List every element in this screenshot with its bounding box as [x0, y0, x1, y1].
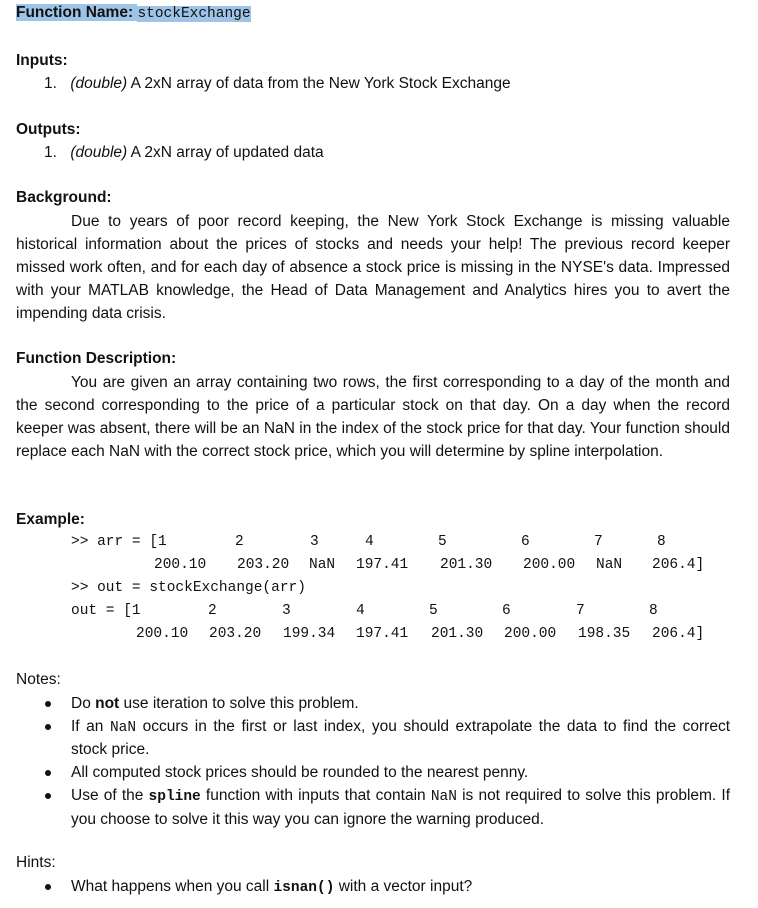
arr-price: 197.41 — [356, 557, 409, 573]
outputs-item: 1. (double) A 2xN array of updated data — [44, 144, 324, 161]
inputs-item-text: A 2xN array of data from the New York Stock Exchange — [130, 75, 511, 92]
out-price: 200.10 — [136, 626, 189, 642]
hint-item: What happens when you call isnan() with a vector input? — [16, 876, 730, 900]
background-paragraph: Due to years of poor record keeping, the New York Stock Exchange is missing valuable historical information about the prices of stocks and needs your help! The previous record keeper missed work often, and for each day of absence a stock price is missing in the NYSE's data. Impressed with your MATLAB knowledge, the Head of Data Management and Analytics hires you to avert the impending data crisis. — [16, 213, 730, 322]
out-day: 6 — [502, 603, 511, 619]
function-name-label: Function Name: — [16, 4, 134, 21]
out-price: 200.00 — [504, 626, 557, 642]
note-item: Use of the spline function with inputs that contain NaN is not required to solve this problem. If you choose to solve it this way you can ignore the warning produced. — [16, 785, 730, 831]
out-day: 5 — [429, 603, 438, 619]
function-name-line — [16, 4, 251, 22]
arr-price: 200.10 — [154, 557, 207, 573]
out-day: 3 — [282, 603, 291, 619]
arr-day: 7 — [594, 534, 603, 550]
inputs-heading: Inputs: — [16, 52, 68, 69]
background-heading: Background: — [16, 189, 112, 206]
inputs-item-type: (double) — [70, 75, 128, 92]
note-item: If an NaN occurs in the first or last index, you should extrapolate the data to find the correct stock price. — [16, 716, 730, 762]
outputs-item-type: (double) — [70, 144, 128, 161]
hints-heading: Hints: — [16, 854, 56, 871]
arr-price: 201.30 — [440, 557, 493, 573]
out-price: 199.34 — [283, 626, 336, 642]
note-item: All computed stock prices should be rounded to the nearest penny. — [16, 762, 730, 785]
arr-day: 3 — [310, 534, 319, 550]
out-day: 2 — [208, 603, 217, 619]
out-day: 4 — [356, 603, 365, 619]
example-call: >> out = stockExchange(arr) — [71, 580, 306, 596]
out-price: 201.30 — [431, 626, 484, 642]
arr-day: 2 — [235, 534, 244, 550]
note-item: Do not use iteration to solve this problem. — [16, 693, 730, 716]
out-price: 203.20 — [209, 626, 262, 642]
hints-list — [16, 876, 730, 900]
description-paragraph: You are given an array containing two rows, the first corresponding to a day of the month and the second corresponding to the price of a particular stock on that day. On a day when the record keeper was absent, there will be an NaN in the index of the stock price for that day. Your function should replace each NaN with the correct stock price, which you will determine by spline interpolation. — [16, 374, 730, 460]
inputs-item: 1. (double) A 2xN array of data from the New York Stock Exchange — [44, 75, 511, 92]
arr-price: NaN — [309, 557, 336, 573]
out-price: 197.41 — [356, 626, 409, 642]
out-day: 7 — [576, 603, 585, 619]
example-heading: Example: — [16, 511, 85, 528]
description-heading: Function Description: — [16, 350, 177, 367]
out-day: 8 — [649, 603, 658, 619]
arr-day: 8 — [657, 534, 666, 550]
arr-day: 6 — [521, 534, 530, 550]
arr-price: 206.4] — [652, 557, 705, 573]
function-name-value: stockExchange — [137, 6, 251, 22]
arr-price: NaN — [596, 557, 623, 573]
notes-heading: Notes: — [16, 671, 61, 688]
arr-price: 203.20 — [237, 557, 290, 573]
outputs-item-text: A 2xN array of updated data — [130, 144, 324, 161]
outputs-heading: Outputs: — [16, 121, 81, 138]
out-price: 198.35 — [578, 626, 631, 642]
out-price: 206.4] — [652, 626, 705, 642]
out-prefix: out = [1 — [71, 603, 141, 619]
arr-day: 4 — [365, 534, 374, 550]
arr-price: 200.00 — [523, 557, 576, 573]
arr-prefix: >> arr = [1 — [71, 534, 167, 550]
arr-day: 5 — [438, 534, 447, 550]
notes-list — [16, 693, 730, 831]
